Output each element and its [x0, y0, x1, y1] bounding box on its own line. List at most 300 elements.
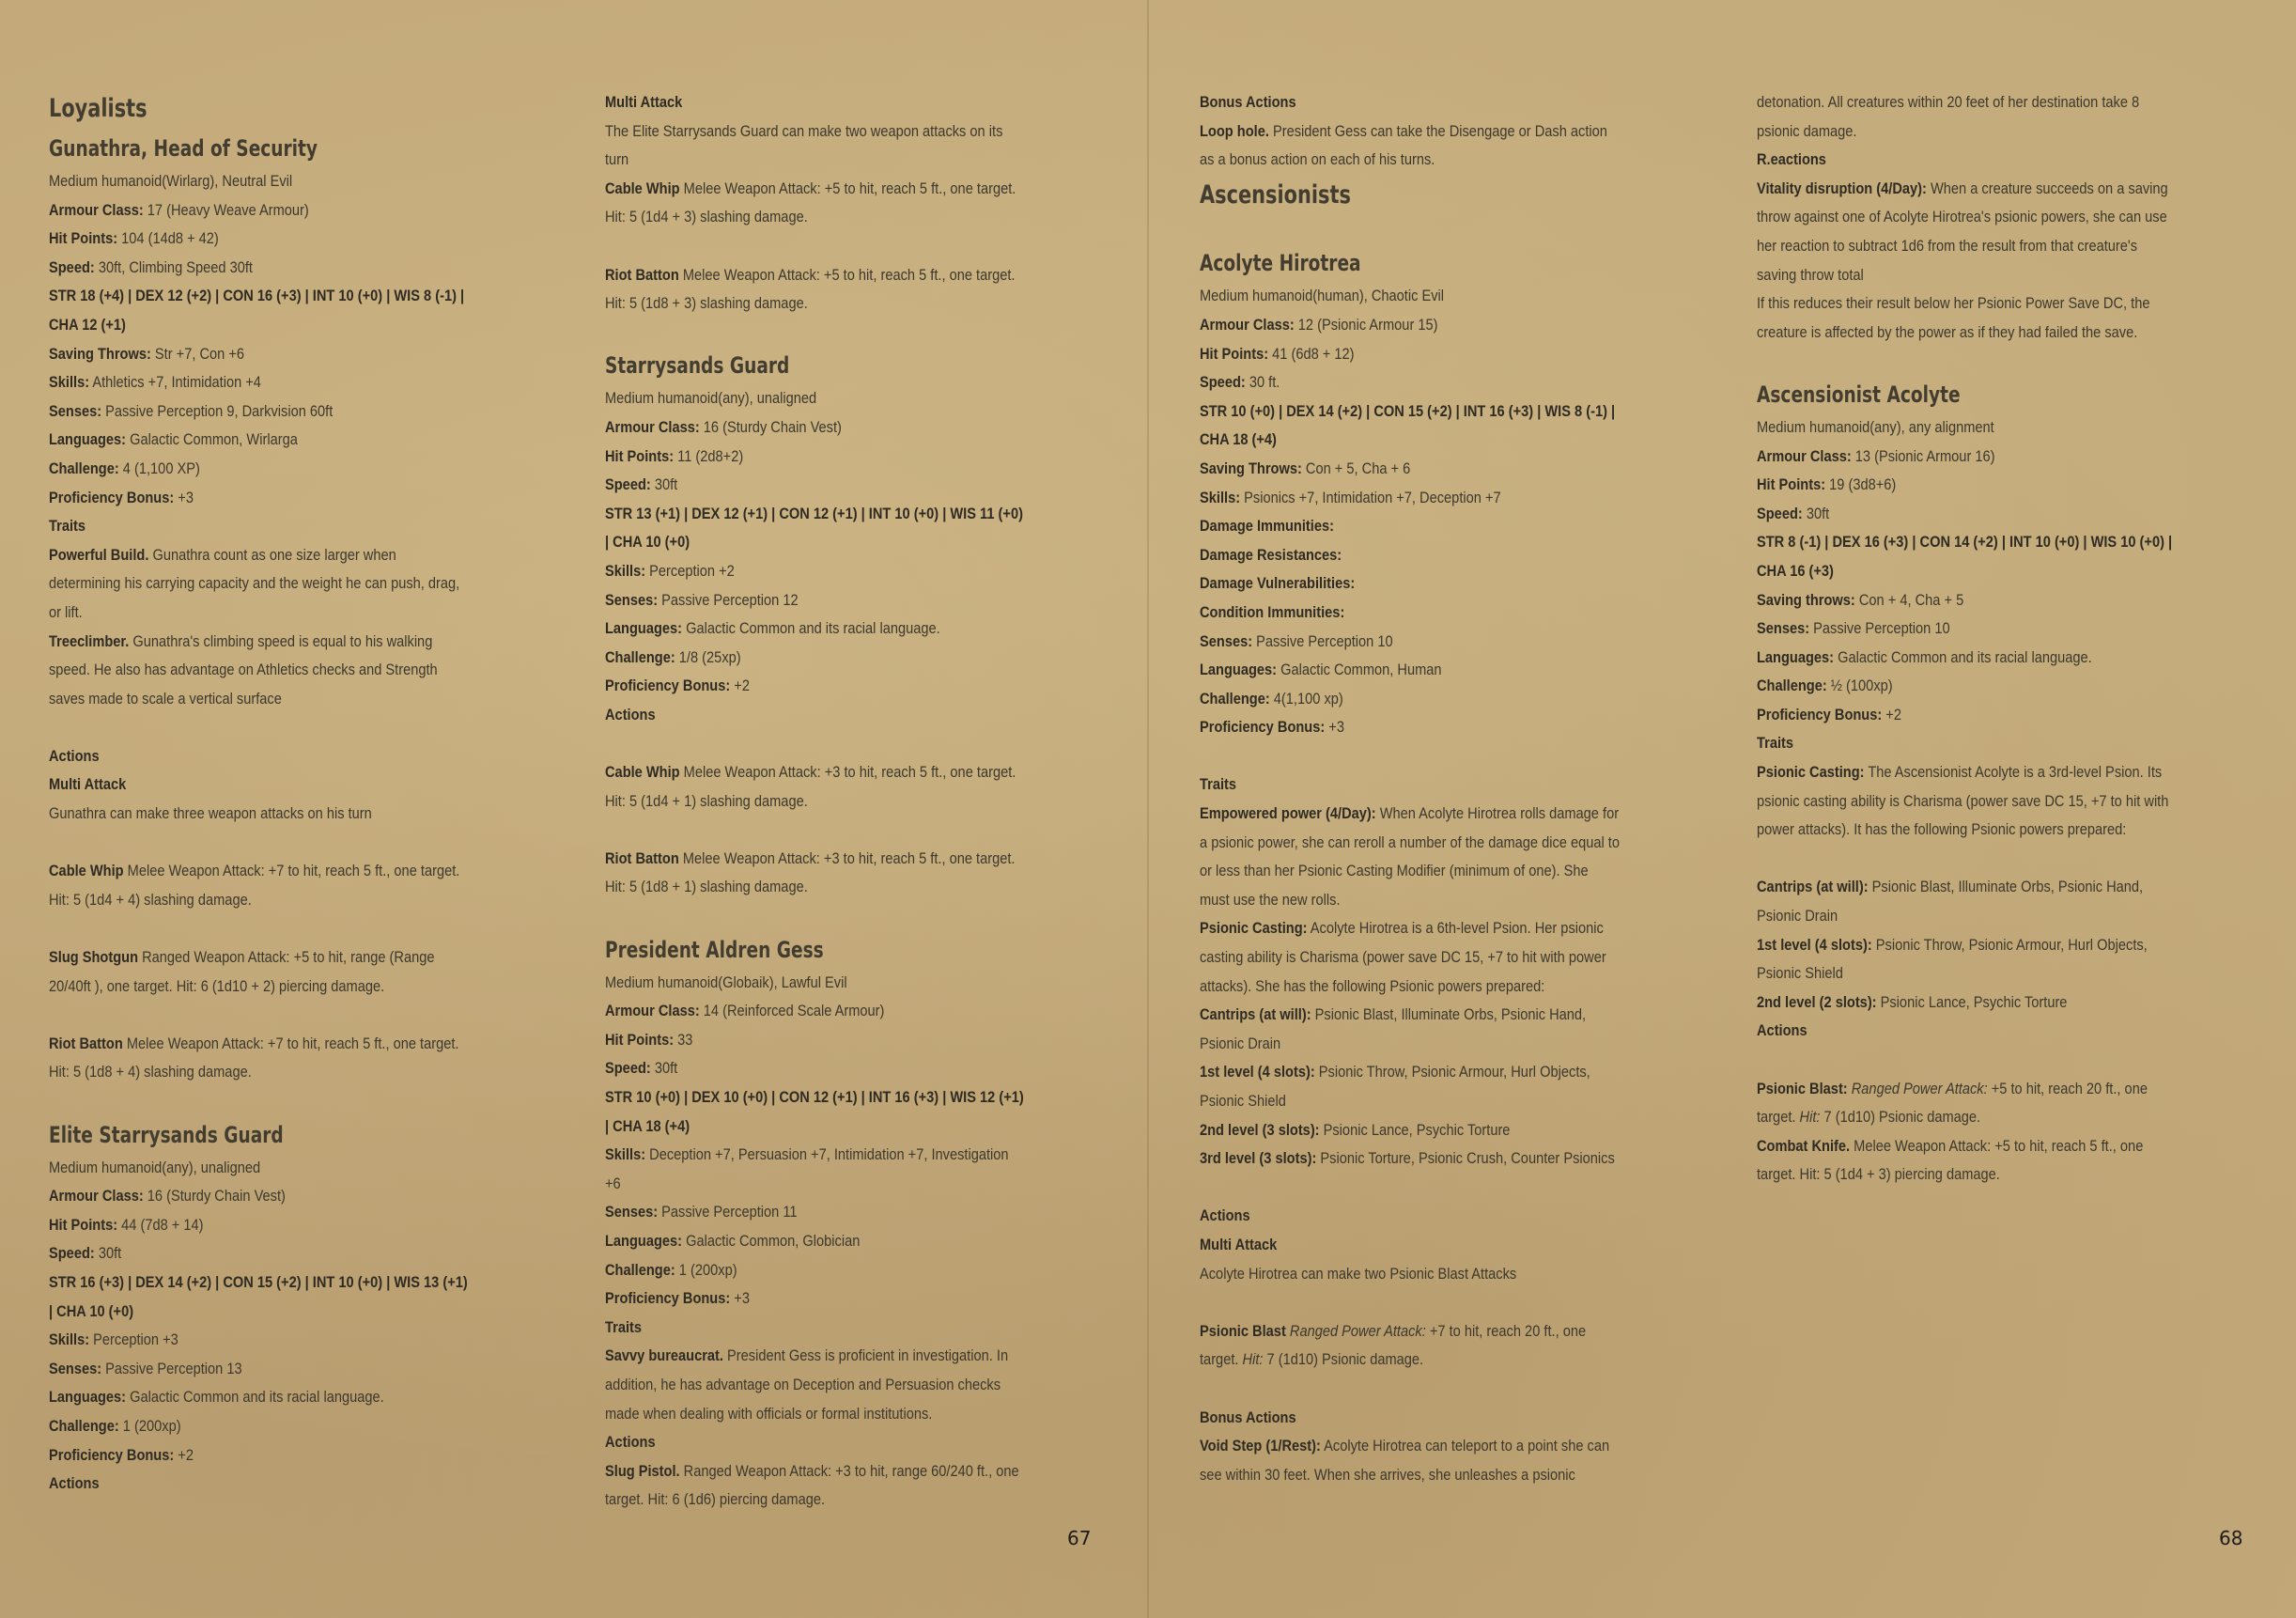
stat-value: Melee Weapon Attack: +3 to hit, reach 5 ft., one target. Hit: 5 (1d4 + 1) slashing damage.: [605, 763, 1016, 810]
stat-label: Cable Whip: [605, 179, 680, 197]
stat-value: Passive Perception 10: [1252, 631, 1393, 650]
stat-value: 30ft: [650, 1059, 678, 1078]
stat-label: Traits: [1200, 775, 1237, 794]
stat-line: [605, 586, 1025, 615]
stat-line: [1757, 146, 2177, 175]
stat-line: [49, 943, 469, 1001]
stat-line: [605, 758, 1025, 816]
stat-value: Perception +2: [645, 561, 735, 580]
stat-label: Skills:: [605, 1145, 646, 1164]
stat-label: STR 18 (+4) | DEX 12 (+2) | CON 16 (+3) | INT 10 (+0) | WIS 8 (-1) | CHA 12 (+1): [49, 287, 465, 334]
stat-label: Psionic Blast: [1200, 1321, 1286, 1340]
stat-line: [49, 1441, 469, 1470]
stat-label: Armour Class:: [1757, 446, 1852, 465]
stat-label: Hit Points:: [1200, 344, 1269, 363]
stat-value: Galactic Common, Globician: [682, 1231, 861, 1250]
stat-label: STR 16 (+3) | DEX 14 (+2) | CON 15 (+2) | INT 10 (+0) | WIS 13 (+1) | CHA 10 (+0): [49, 1272, 468, 1320]
stat-label: Senses:: [1200, 631, 1253, 650]
stat-line: [605, 500, 1025, 557]
statblock-title: President Aldren Gess: [605, 936, 824, 963]
book-spine: [1147, 0, 1149, 1618]
stat-label: Slug Shotgun: [49, 948, 139, 967]
stat-label: Psionic Casting:: [1757, 763, 1865, 782]
stat-line: [1200, 914, 1620, 1001]
stat-line: [49, 1412, 469, 1441]
stat-value: +5 to hit, reach 20 ft., one target.: [1757, 1079, 2148, 1127]
stat-line: [1757, 701, 2177, 730]
stat-value: President Gess is proficient in investigation. In addition, he has advantage on Deception and Persuasion checks made when dealing with officials or formal institutions.: [605, 1346, 1009, 1423]
stat-line: [605, 175, 1025, 232]
spacer: [1200, 1288, 1620, 1317]
stat-label: Void Step (1/Rest):: [1200, 1437, 1321, 1455]
stat-line: [1200, 656, 1620, 685]
stat-value: Psionic Lance, Psychic Torture: [1319, 1120, 1511, 1139]
spacer: [49, 1001, 469, 1030]
stat-label: Armour Class:: [49, 1187, 144, 1206]
spacer: [1200, 216, 1620, 245]
stat-label: Languages:: [1757, 647, 1835, 666]
body-text: Medium humanoid(any), unaligned: [49, 1158, 261, 1176]
stat-value: 16 (Sturdy Chain Vest): [143, 1187, 286, 1206]
stat-line: [1757, 471, 2177, 500]
stat-value: 4 (1,100 XP): [118, 459, 200, 477]
stat-label: Proficiency Bonus:: [605, 677, 731, 695]
stat-value: 1 (200xp): [675, 1260, 737, 1279]
stat-label: Riot Batton: [605, 848, 679, 867]
stat-line: [1757, 175, 2177, 289]
stat-line: [49, 225, 469, 254]
stat-label: Cantrips (at will):: [1757, 878, 1869, 896]
stat-label: Speed:: [49, 1244, 95, 1263]
stat-label: Hit Points:: [1757, 475, 1826, 494]
stat-label: Powerful Build.: [49, 545, 149, 564]
stat-line: [1200, 1432, 1620, 1489]
spacer: [605, 319, 1025, 348]
stat-line: [1200, 713, 1620, 742]
stat-value: 44 (7d8 + 14): [117, 1215, 204, 1234]
stat-line: [49, 426, 469, 455]
column-2: [605, 88, 1025, 1515]
stat-value: Ranged Weapon Attack: +3 to hit, range 60/240 ft., one target. Hit: 6 (1d6) piercing damage.: [605, 1461, 1019, 1509]
stat-value: +2: [1882, 705, 1901, 723]
stat-value: Athletics +7, Intimidation +4: [89, 373, 261, 392]
stat-value: 30ft: [1802, 504, 1830, 522]
stat-line: [49, 1355, 469, 1384]
stat-line: [605, 644, 1025, 673]
stat-line: [49, 340, 469, 369]
stat-label: Speed:: [605, 475, 651, 494]
stat-label: Senses:: [49, 401, 102, 420]
stat-line: [1200, 628, 1620, 657]
stat-line: [605, 1083, 1025, 1141]
stat-value: Perception +3: [89, 1330, 178, 1349]
stat-value: 33: [674, 1030, 693, 1049]
stat-value: 17 (Heavy Weave Armour): [143, 200, 309, 219]
stat-label: Vitality disruption (4/Day):: [1757, 179, 1927, 197]
stat-value: The Ascensionist Acolyte is a 3rd-level Psion. Its psionic casting ability is Charisma (power save DC 15, +7 to hit with power attacks). It has the following Psionic powers prepared:: [1757, 763, 2169, 839]
stat-line: [49, 1326, 469, 1355]
stat-line: [605, 1314, 1025, 1343]
stat-line: [605, 1054, 1025, 1083]
stat-label: Proficiency Bonus:: [605, 1289, 731, 1308]
section-heading: Loyalists: [49, 94, 147, 123]
stat-line: [605, 557, 1025, 586]
stat-label: Condition Immunities:: [1200, 602, 1345, 621]
stat-line: [1757, 528, 2177, 585]
stat-value: Galactic Common and its racial language.: [682, 619, 940, 638]
stat-label: 1st level (4 slots):: [1757, 935, 1872, 954]
stat-label: Hit Points:: [49, 229, 118, 248]
stat-label: Saving Throws:: [1200, 459, 1302, 477]
stat-label: Proficiency Bonus:: [49, 488, 175, 506]
stat-label: STR 10 (+0) | DEX 14 (+2) | CON 15 (+2) | INT 16 (+3) | WIS 8 (-1) | CHA 18 (+4): [1200, 401, 1616, 449]
stat-label: Empowered power (4/Day):: [1200, 804, 1376, 823]
section-heading: Ascensionists: [1200, 179, 1351, 210]
statblock-title: Elite Starrysands Guard: [49, 1121, 284, 1148]
stat-value: Psionic Blast, Illuminate Orbs, Psionic Hand, Psionic Drain: [1757, 878, 2144, 926]
stat-line: [1200, 1317, 1620, 1375]
stat-label: Languages:: [49, 430, 127, 449]
stat-value: +2: [174, 1445, 194, 1464]
stat-label: Armour Class:: [1200, 315, 1295, 334]
stat-line: [1200, 800, 1620, 914]
stat-line: [49, 541, 469, 628]
stat-line: [605, 845, 1025, 902]
stat-line: [49, 512, 469, 541]
spacer: [605, 232, 1025, 261]
stat-label: Speed:: [49, 257, 95, 276]
column-1: [49, 88, 469, 1499]
stat-line: [1757, 443, 2177, 472]
stat-line: [1200, 770, 1620, 800]
stat-line: [1200, 599, 1620, 628]
stat-line: [49, 1383, 469, 1412]
stat-line: [49, 1239, 469, 1268]
stat-label: Speed:: [1200, 373, 1246, 392]
stat-line: [49, 254, 469, 283]
stat-label: 2nd level (3 slots):: [1200, 1120, 1320, 1139]
stat-label: Senses:: [49, 1359, 102, 1377]
stat-label: Hit Points:: [605, 446, 675, 465]
stat-line: [605, 88, 1025, 117]
stat-value: Psionics +7, Intimidation +7, Deception +7: [1240, 488, 1501, 506]
attack-type: Ranged Power Attack:: [1285, 1321, 1426, 1340]
stat-line: [1200, 541, 1620, 570]
stat-line: [1757, 729, 2177, 758]
stat-label: Languages:: [1200, 661, 1278, 679]
spacer: [49, 1087, 469, 1116]
stat-value: Passive Perception 10: [1809, 619, 1950, 638]
spacer: [1757, 845, 2177, 874]
stat-line: [1200, 1202, 1620, 1231]
stat-value: President Gess can take the Disengage or Dash action as a bonus action on each of his turns.: [1200, 121, 1607, 169]
stat-label: Loop hole.: [1200, 121, 1269, 140]
stat-value: 1/8 (25xp): [675, 647, 741, 666]
stat-line: [605, 672, 1025, 701]
stat-label: R.eactions: [1757, 150, 1826, 169]
body-text: detonation. All creatures within 20 feet of her destination take 8 psionic damage.: [1757, 93, 2140, 140]
stat-value: +2: [730, 677, 750, 695]
statblock-title: Gunathra, Head of Security: [49, 135, 318, 162]
stat-value: Melee Weapon Attack: +7 to hit, reach 5 ft., one target. Hit: 5 (1d4 + 4) slashing damage.: [49, 862, 460, 909]
stat-line: [1757, 586, 2177, 615]
stat-label: Actions: [605, 705, 656, 723]
stat-line: [1757, 931, 2177, 988]
stat-label: Saving Throws:: [49, 344, 151, 363]
stat-value: 11 (2d8+2): [674, 446, 744, 465]
stat-label: Challenge:: [1757, 677, 1827, 695]
stat-label: Slug Pistol.: [605, 1461, 680, 1480]
stat-line: [605, 443, 1025, 472]
stat-line: [605, 471, 1025, 500]
stat-label: Senses:: [1757, 619, 1810, 638]
hit-label: Hit:: [1795, 1108, 1821, 1127]
stat-line: [605, 413, 1025, 443]
body-text: Medium humanoid(any), unaligned: [605, 389, 817, 408]
stat-label: Actions: [49, 1474, 100, 1493]
attack-type: Ranged Power Attack:: [1847, 1079, 1988, 1097]
spacer: [605, 816, 1025, 845]
spacer: [1200, 1174, 1620, 1203]
stat-value: Galactic Common and its racial language.: [126, 1388, 384, 1407]
stat-line: [49, 1470, 469, 1499]
stat-line: [605, 1198, 1025, 1227]
stat-value: Melee Weapon Attack: +7 to hit, reach 5 ft., one target. Hit: 5 (1d8 + 4) slashing damage.: [49, 1034, 459, 1081]
stat-label: Actions: [1757, 1021, 1807, 1040]
stat-label: Actions: [605, 1433, 656, 1452]
stat-value: 4(1,100 xp): [1269, 689, 1343, 708]
spacer: [1200, 742, 1620, 771]
stat-line: [1757, 1132, 2177, 1190]
stat-line: [1200, 117, 1620, 175]
stat-line: [605, 1026, 1025, 1055]
stat-value: Acolyte Hirotrea is a 6th-level Psion. Her psionic casting ability is Charisma (power save DC 15, +7 to hit with power attacks). She has the following Psionic powers prepared:: [1200, 919, 1606, 995]
stat-label: Multi Attack: [1200, 1235, 1278, 1253]
stat-line: [49, 857, 469, 914]
stat-label: STR 10 (+0) | DEX 10 (+0) | CON 12 (+1) | INT 16 (+3) | WIS 12 (+1) | CHA 18 (+4): [605, 1088, 1024, 1135]
stat-label: Bonus Actions: [1200, 1408, 1296, 1426]
stat-label: Skills:: [49, 373, 90, 392]
stat-line: [49, 742, 469, 771]
column-4: [1757, 88, 2177, 1190]
stat-value: Psionic Lance, Psychic Torture: [1876, 992, 2068, 1011]
spacer: [605, 729, 1025, 758]
stat-line: [1757, 1017, 2177, 1046]
stat-line: [49, 455, 469, 484]
stat-label: STR 8 (-1) | DEX 16 (+3) | CON 14 (+2) | INT 10 (+0) | WIS 10 (+0) | CHA 16 (+3): [1757, 533, 2173, 580]
spacer: [49, 829, 469, 858]
page-number-right: 68: [2219, 1527, 2243, 1549]
stat-label: Armour Class:: [605, 417, 700, 436]
stat-label: Languages:: [605, 1231, 683, 1250]
stat-label: Damage Vulnerabilities:: [1200, 574, 1356, 593]
body-text: Medium humanoid(Globaik), Lawful Evil: [605, 972, 847, 991]
stat-value: When a creature succeeds on a saving throw against one of Acolyte Hirotrea's psionic powers, she can use her reaction to subtract 1d6 from the result from that creature's saving throw total: [1757, 179, 2168, 284]
stat-value: Gunathra count as one size larger when determining his carrying capacity and the weight he can push, drag, or lift.: [49, 545, 460, 621]
stat-label: Skills:: [1200, 488, 1241, 506]
stat-line: [49, 1268, 469, 1326]
stat-value: +3: [1325, 718, 1344, 737]
stat-label: Skills:: [605, 561, 646, 580]
stat-label: Challenge:: [605, 647, 675, 666]
stat-value: Acolyte Hirotrea can teleport to a point she can see within 30 feet. When she arrives, she unleashes a psionic: [1200, 1437, 1610, 1484]
hit-label: Hit:: [1238, 1350, 1264, 1369]
stat-line: [605, 1284, 1025, 1314]
stat-line: [605, 1342, 1025, 1428]
stat-value: When Acolyte Hirotrea rolls damage for a psionic power, she can reroll a number of the damage dice equal to or less than her Psionic Casting Modifier (minimum of one). She must use the new rolls.: [1200, 804, 1620, 909]
stat-value: 30ft, Climbing Speed 30ft: [94, 257, 253, 276]
stat-value: Galactic Common, Human: [1277, 661, 1442, 679]
statblock-title: Starrysands Guard: [605, 352, 790, 380]
stat-line: [1200, 88, 1620, 117]
stat-label: Languages:: [605, 619, 683, 638]
stat-label: Hit Points:: [49, 1215, 118, 1234]
stat-value: Gunathra's climbing speed is equal to his walking speed. He also has advantage on Athletics checks and Strength saves made to scale a vertical surface: [49, 631, 438, 708]
stat-line: [1757, 988, 2177, 1018]
stat-label: Proficiency Bonus:: [49, 1445, 175, 1464]
stat-value: 14 (Reinforced Scale Armour): [699, 1002, 885, 1020]
statblock-title: Ascensionist Acolyte: [1757, 381, 1961, 408]
stat-value: Passive Perception 13: [101, 1359, 242, 1377]
stat-line: [1757, 672, 2177, 701]
stat-label: Languages:: [49, 1388, 127, 1407]
stat-label: Challenge:: [49, 1416, 119, 1435]
body-text: Gunathra can make three weapon attacks on his turn: [49, 804, 372, 823]
stat-label: Damage Resistances:: [1200, 545, 1342, 564]
stat-label: Traits: [49, 517, 86, 536]
stat-label: Hit Points:: [605, 1030, 675, 1049]
spacer: [49, 713, 469, 742]
stat-line: [1200, 1001, 1620, 1058]
stat-line: [1757, 615, 2177, 644]
stat-label: Psionic Blast:: [1757, 1079, 1848, 1097]
stat-line: [1200, 1231, 1620, 1260]
stat-label: Combat Knife.: [1757, 1136, 1851, 1155]
stat-line: [605, 261, 1025, 319]
stat-value: Psionic Blast, Illuminate Orbs, Psionic Hand, Psionic Drain: [1200, 1005, 1587, 1052]
stat-value: 41 (6d8 + 12): [1268, 344, 1355, 363]
stat-value: Passive Perception 12: [658, 590, 799, 609]
stat-label: 1st level (4 slots):: [1200, 1063, 1315, 1081]
stat-label: Multi Attack: [49, 775, 127, 794]
body-text: Medium humanoid(human), Chaotic Evil: [1200, 287, 1445, 305]
stat-label: Savvy bureaucrat.: [605, 1346, 723, 1365]
body-text: Medium humanoid(any), any alignment: [1757, 417, 1994, 436]
stat-line: [49, 1030, 469, 1087]
stat-line: [1757, 500, 2177, 529]
stat-line: [605, 1428, 1025, 1457]
stat-value: Psionic Torture, Psionic Crush, Counter Psionics: [1316, 1149, 1615, 1168]
stat-value: 30ft: [650, 475, 678, 494]
body-text: Medium humanoid(Wirlarg), Neutral Evil: [49, 172, 293, 190]
stat-line: [1200, 685, 1620, 714]
stat-label: Challenge:: [49, 459, 119, 477]
stat-label: Skills:: [49, 1330, 90, 1349]
stat-label: Traits: [1757, 734, 1794, 753]
stat-value: +3: [174, 488, 194, 506]
stat-label: Senses:: [605, 1203, 659, 1221]
stat-label: Damage Immunities:: [1200, 517, 1334, 536]
stat-line: [1200, 569, 1620, 599]
stat-label: Treeclimber.: [49, 631, 130, 650]
stat-line: [1200, 397, 1620, 455]
stat-label: 3rd level (3 slots):: [1200, 1149, 1317, 1168]
stat-label: Psionic Casting:: [1200, 919, 1308, 938]
stat-line: [49, 1182, 469, 1211]
hit-value: 7 (1d10) Psionic damage.: [1820, 1108, 1981, 1127]
stat-value: 16 (Sturdy Chain Vest): [699, 417, 842, 436]
stat-value: Melee Weapon Attack: +5 to hit, reach 5 ft., one target. Hit: 5 (1d4 + 3) slashing damage.: [605, 179, 1016, 226]
stat-label: Bonus Actions: [1200, 93, 1296, 111]
stat-line: [1200, 1058, 1620, 1115]
stat-value: 12 (Psionic Armour 15): [1294, 315, 1438, 334]
stat-value: ½ (100xp): [1826, 677, 1893, 695]
stat-label: Riot Batton: [605, 265, 679, 284]
stat-line: [49, 196, 469, 226]
stat-line: [49, 397, 469, 427]
stat-label: Actions: [1200, 1206, 1250, 1225]
stat-value: Melee Weapon Attack: +3 to hit, reach 5 ft., one target. Hit: 5 (1d8 + 1) slashing damage.: [605, 848, 1016, 896]
stat-line: [49, 282, 469, 339]
stat-label: Proficiency Bonus:: [1757, 705, 1883, 723]
stat-label: Challenge:: [605, 1260, 675, 1279]
stat-value: 1 (200xp): [118, 1416, 181, 1435]
stat-value: Passive Perception 9, Darkvision 60ft: [101, 401, 334, 420]
stat-value: Con + 5, Cha + 6: [1301, 459, 1411, 477]
stat-value: Deception +7, Persuasion +7, Intimidation +7, Investigation +6: [605, 1145, 1009, 1192]
stat-line: [605, 1256, 1025, 1285]
stat-value: 30 ft.: [1245, 373, 1280, 392]
stat-line: [605, 701, 1025, 730]
stat-line: [1757, 644, 2177, 673]
stat-line: [1200, 1144, 1620, 1174]
stat-label: Proficiency Bonus:: [1200, 718, 1326, 737]
stat-value: Str +7, Con +6: [150, 344, 245, 363]
stat-label: Cable Whip: [605, 763, 680, 782]
stat-line: [1757, 1075, 2177, 1132]
stat-value: Con + 4, Cha + 5: [1854, 590, 1964, 609]
body-text: The Elite Starrysands Guard can make two weapon attacks on its turn: [605, 121, 1003, 169]
column-3: [1200, 88, 1620, 1489]
spacer: [1200, 1375, 1620, 1404]
stat-line: [1200, 311, 1620, 340]
stat-label: Multi Attack: [605, 93, 683, 111]
stat-label: Cable Whip: [49, 862, 124, 880]
stat-value: 19 (3d8+6): [1825, 475, 1897, 494]
stat-label: Senses:: [605, 590, 659, 609]
page-number-left: 67: [1067, 1527, 1092, 1549]
stat-value: Galactic Common, Wirlarga: [126, 430, 298, 449]
stat-label: Riot Batton: [49, 1034, 123, 1052]
stat-line: [49, 770, 469, 800]
spacer: [49, 914, 469, 943]
body-text: Acolyte Hirotrea can make two Psionic Blast Attacks: [1200, 1264, 1517, 1283]
stat-label: Armour Class:: [49, 200, 144, 219]
stat-line: [1200, 1116, 1620, 1145]
stat-value: Ranged Weapon Attack: +5 to hit, range (Range 20/40ft ), one target. Hit: 6 (1d10 + 2) piercing damage.: [49, 948, 435, 995]
stat-label: Saving throws:: [1757, 590, 1855, 609]
stat-value: 104 (14d8 + 42): [117, 229, 219, 248]
stat-label: Cantrips (at will):: [1200, 1005, 1311, 1024]
stat-line: [605, 1457, 1025, 1515]
stat-label: Challenge:: [1200, 689, 1270, 708]
stat-value: 13 (Psionic Armour 16): [1851, 446, 1995, 465]
stat-value: Passive Perception 11: [658, 1203, 798, 1221]
stat-value: Melee Weapon Attack: +5 to hit, reach 5 ft., one target. Hit: 5 (1d4 + 3) piercing damage.: [1757, 1136, 2144, 1184]
spacer: [1757, 1046, 2177, 1075]
statblock-title: Acolyte Hirotrea: [1200, 250, 1361, 277]
stat-line: [1757, 873, 2177, 930]
